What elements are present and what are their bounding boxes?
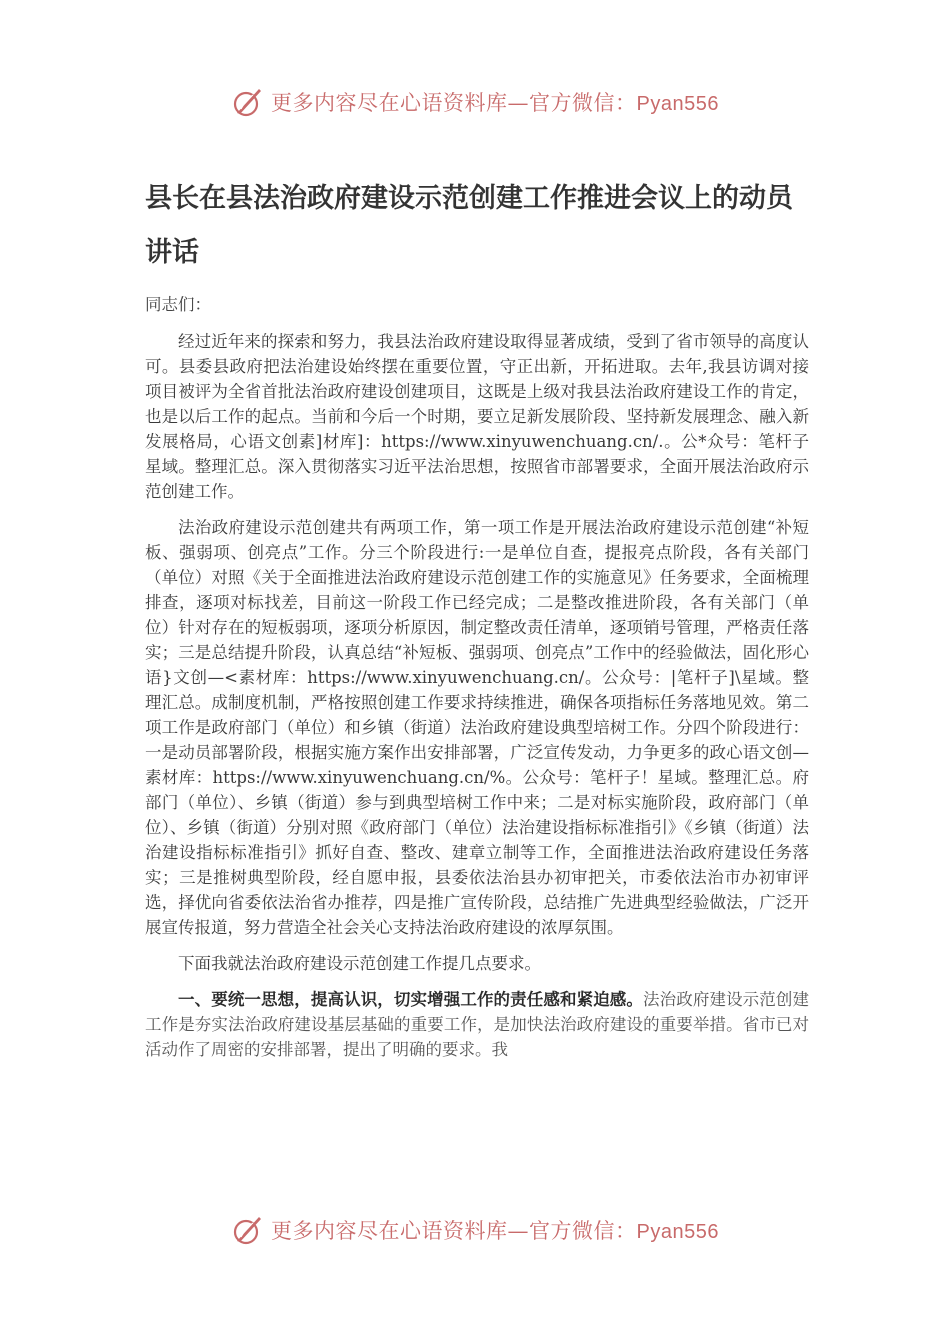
paragraph-section-one: [145, 987, 809, 1062]
paragraph-3: 下面我就法治政府建设示范创建工作提几点要求。: [178, 954, 541, 973]
banner-label: 更多内容尽在心语资料库—官方微信：: [271, 91, 637, 115]
section-one-heading: 一、要统一思想，提高认识，切实增强工作的责任感和紧迫感。: [178, 990, 644, 1009]
quill-logo-icon: [231, 85, 265, 119]
banner-text: [271, 1215, 719, 1245]
salutation: 同志们：: [145, 295, 211, 314]
banner-label: 更多内容尽在心语资料库—官方微信：: [271, 1219, 637, 1243]
banner-wechat-id: Pyan556: [636, 93, 719, 115]
footer-watermark-banner: [0, 1208, 950, 1252]
section-one-body: 法治政府建设示范创建工作是夯实法治政府建设基层基础的重要工作，是加快法治政府建设的重要举措。省市已对活动作了周密的安排部署，提出了明确的要求。我: [145, 990, 810, 1059]
paragraph-1: 经过近年来的探索和努力，我县法治政府建设取得显著成绩，受到了省市领导的高度认可。县委县政府把法治建设始终摆在重要位置，守正出新，开拓进取。去年,我县访调对接项目被评为全省首批法治政府建设创建项目，这既是上级对我县法治政府建设工作的肯定，也是以后工作的起点。当前和今后一个时期，要立足新发展阶段、坚持新发展理念、融入新发展格局，心语文创素]材库]：https://www.xinyuwenchuang.cn/.。公*众号：笔杆子星域。整理汇总。深入贯彻落实习近平法治思想，按照省市部署要求，全面开展法治政府示范创建工作。: [145, 332, 809, 501]
banner-text: [271, 87, 719, 117]
document-title: 县长在县法治政府建设示范创建工作推进会议上的动员讲话: [145, 183, 793, 268]
quill-logo-icon: [231, 1213, 265, 1247]
document-body: [145, 172, 809, 1073]
banner-wechat-id: Pyan556: [636, 1221, 719, 1243]
header-watermark-banner: [0, 80, 950, 124]
paragraph-2: 法治政府建设示范创建共有两项工作，第一项工作是开展法治政府建设示范创建“补短板、强弱项、创亮点”工作。分三个阶段进行:一是单位自查，提报亮点阶段，各有关部门（单位）对照《关于全面推进法治政府建设示范创建工作的实施意见》任务要求，全面梳理排查，逐项对标找差，目前这一阶段工作已经完成；二是整改推进阶段，各有关部门（单位）针对存在的短板弱项，逐项分析原因，制定整改责任清单，逐项销号管理，严格责任落实；三是总结提升阶段，认真总结“补短板、强弱项、创亮点”工作中的经验做法，固化形心语}文创—<素材库：https://www.xinyuwenchuang.cn/。公众号：|笔杆子]\星域。整理汇总。成制度机制，严格按照创建工作要求持续推进，确保各项指标任务落地见效。第二项工作是政府部门（单位）和乡镇（街道）法治政府建设典型培树工作。分四个阶段进行：一是动员部署阶段，根据实施方案作出安排部署，广泛宣传发动，力争更多的政心语文创—素材库：https://www.xinyuwenchuang.cn/%。公众号：笔杆子！星域。整理汇总。府部门（单位）、乡镇（街道）参与到典型培树工作中来；二是对标实施阶段，政府部门（单位）、乡镇（街道）分别对照《政府部门（单位）法治建设指标标准指引》《乡镇（街道）法治建设指标标准指引》抓好自查、整改、建章立制等工作，全面推进法治政府建设任务落实；三是推树典型阶段，经自愿申报，县委依法治县办初审把关，市委依法治市办初审评选，择优向省委依法治省办推荐，四是推广宣传阶段，总结推广先进典型经验做法，广泛开展宣传报道，努力营造全社会关心支持法治政府建设的浓厚氛围。: [145, 518, 809, 937]
